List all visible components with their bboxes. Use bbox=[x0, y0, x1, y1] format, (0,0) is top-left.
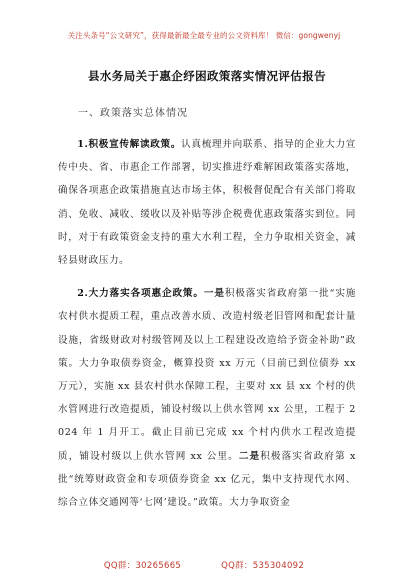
paragraph-1-text: 认真梳理并向联系、指导的企业大力宣传中央、省、市惠企工作部署，切实推进纾难解困政策落实落地，确保各项惠企政策措施直达市场主体，积极督促配合有关部门将取消、免收、减收、缓收以及补贴等涉企税费优惠政策落实到位。同时，对于有政策资金支持的重大水利工程，全力争取相关资金，减轻县财政压力。 bbox=[58, 139, 357, 267]
paragraph-2-point-1-marker: 一是 bbox=[203, 288, 225, 300]
top-banner bbox=[0, 0, 408, 62]
paragraph-2 bbox=[58, 282, 356, 514]
paragraph-2-point-1-text: 积极落实省政府第一批“实施农村供水提质工程，重点改善水质、改造村级老旧管网和配套计量设施，省级财政对村级管网及以上工程建设改造给予资金补助”政策。大力争取债券资金，概算投资 xx 万元（目前已到位债券 xx 万元），实施 xx 县农村供水保障工程，主要对 xx 县 xx 个村的供水管网进行改造提质，铺设村级以上供水管网 xx 公里，工程于 2024 年 1 月开工。截止目前已完成 xx 个村内供水工程改造提质，铺设村级以上供水管网 xx 公里。 bbox=[58, 288, 356, 462]
document-title: 县水务局关于惠企纾困政策落实情况评估报告 bbox=[88, 69, 326, 83]
paragraph-2-point-2-text: 积极落实省政府第 x 批“统筹财政资金和专项债券资金 xx 亿元，集中支持现代水网、综合立体交通网等‘七网’建设。”政策。大力争取资金 bbox=[58, 450, 356, 509]
paragraph-1 bbox=[58, 133, 356, 272]
document-body bbox=[58, 68, 356, 514]
paragraph-2-point-2-marker: 二是 bbox=[238, 450, 261, 462]
paragraph-1-lead: 1.积极宣传解读政策。 bbox=[77, 139, 182, 150]
paragraph-2-lead: 2.大力落实各项惠企政策。 bbox=[77, 288, 204, 300]
footer bbox=[0, 553, 408, 572]
footer-qq-group-1: QQ群：30265665 bbox=[103, 561, 182, 571]
section-heading: 一、政策落实总体情况 bbox=[78, 108, 188, 119]
banner-text: 关注头条号“公文研究”，获得最新最全最专业的公文资料库！ 微信：gongwenyj bbox=[67, 31, 341, 40]
footer-qq-group-2: QQ群：535304092 bbox=[221, 561, 305, 571]
